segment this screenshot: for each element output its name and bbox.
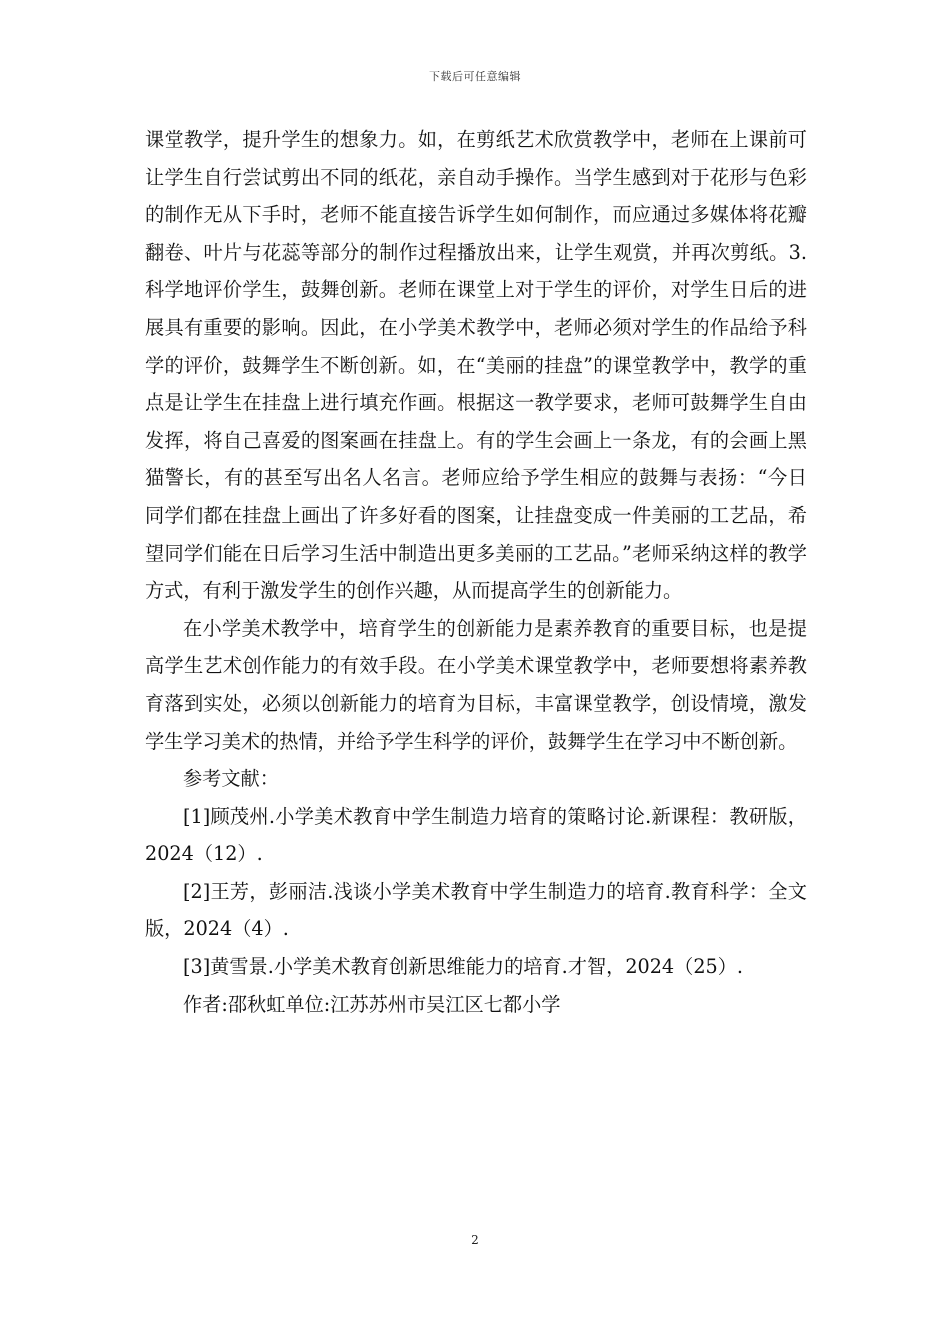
- author-info: 作者:邵秋虹单位:江苏苏州市吴江区七都小学: [183, 992, 561, 1016]
- page-number: 2: [471, 1233, 479, 1247]
- reference-item-3: [3]黄雪景.小学美术教育创新思维能力的培育.才智，2024（25）.: [183, 955, 744, 979]
- page-header: 下载后可任意编辑: [429, 70, 521, 83]
- body-paragraph-1: 课堂教学，提升学生的想象力。如，在剪纸艺术欣赏教学中，老师在上课前可让学生自行尝试剪出不同的纸花，亲自动手操作。当学生感到对于花形与色彩的制作无从下手时，老师不能直接告诉学生如何制作，而应通过多媒体将花瓣翻卷、叶片与花蕊等部分的制作过程播放出来，让学生观赏，并再次剪纸。3.科学地评价学生，鼓舞创新。老师在课堂上对于学生的评价，对学生日后的进展具有重要的影响。因此，在小学美术教学中，老师必须对学生的作品给予科学的评价，鼓舞学生不断创新。如，在“美丽的挂盘”的课堂教学中，教学的重点是让学生在挂盘上进行填充作画。根据这一教学要求，老师可鼓舞学生自由发挥，将自己喜爱的图案画在挂盘上。有的学生会画上一条龙，有的会画上黑猫警长，有的甚至写出名人名言。老师应给予学生相应的鼓舞与表扬：“今日同学们都在挂盘上画出了许多好看的图案，让挂盘变成一件美丽的工艺品，希望同学们能在日后学习生活中制造出更多美丽的工艺品。”老师采纳这样的教学方式，有利于激发学生的创作兴趣，从而提高学生的创新能力。: [145, 128, 807, 603]
- body-paragraph-2: 在小学美术教学中，培育学生的创新能力是素养教育的重要目标，也是提高学生艺术创作能力的有效手段。在小学美术课堂教学中，老师要想将素养教育落到实处，必须以创新能力的培育为目标，丰富课堂教学，创设情境，激发学生学习美术的热情，并给予学生科学的评价，鼓舞学生在学习中不断创新。: [145, 616, 807, 753]
- reference-item-1: [1]顾茂州.小学美术教育中学生制造力培育的策略讨论.新课程：教研版，2024（12）.: [145, 804, 807, 866]
- document-body: [145, 121, 807, 1023]
- reference-item-2: [2]王芳，彭丽洁.浅谈小学美术教育中学生制造力的培育.教育科学：全文版，2024（4）.: [145, 879, 807, 941]
- references-title: 参考文献：: [183, 767, 279, 791]
